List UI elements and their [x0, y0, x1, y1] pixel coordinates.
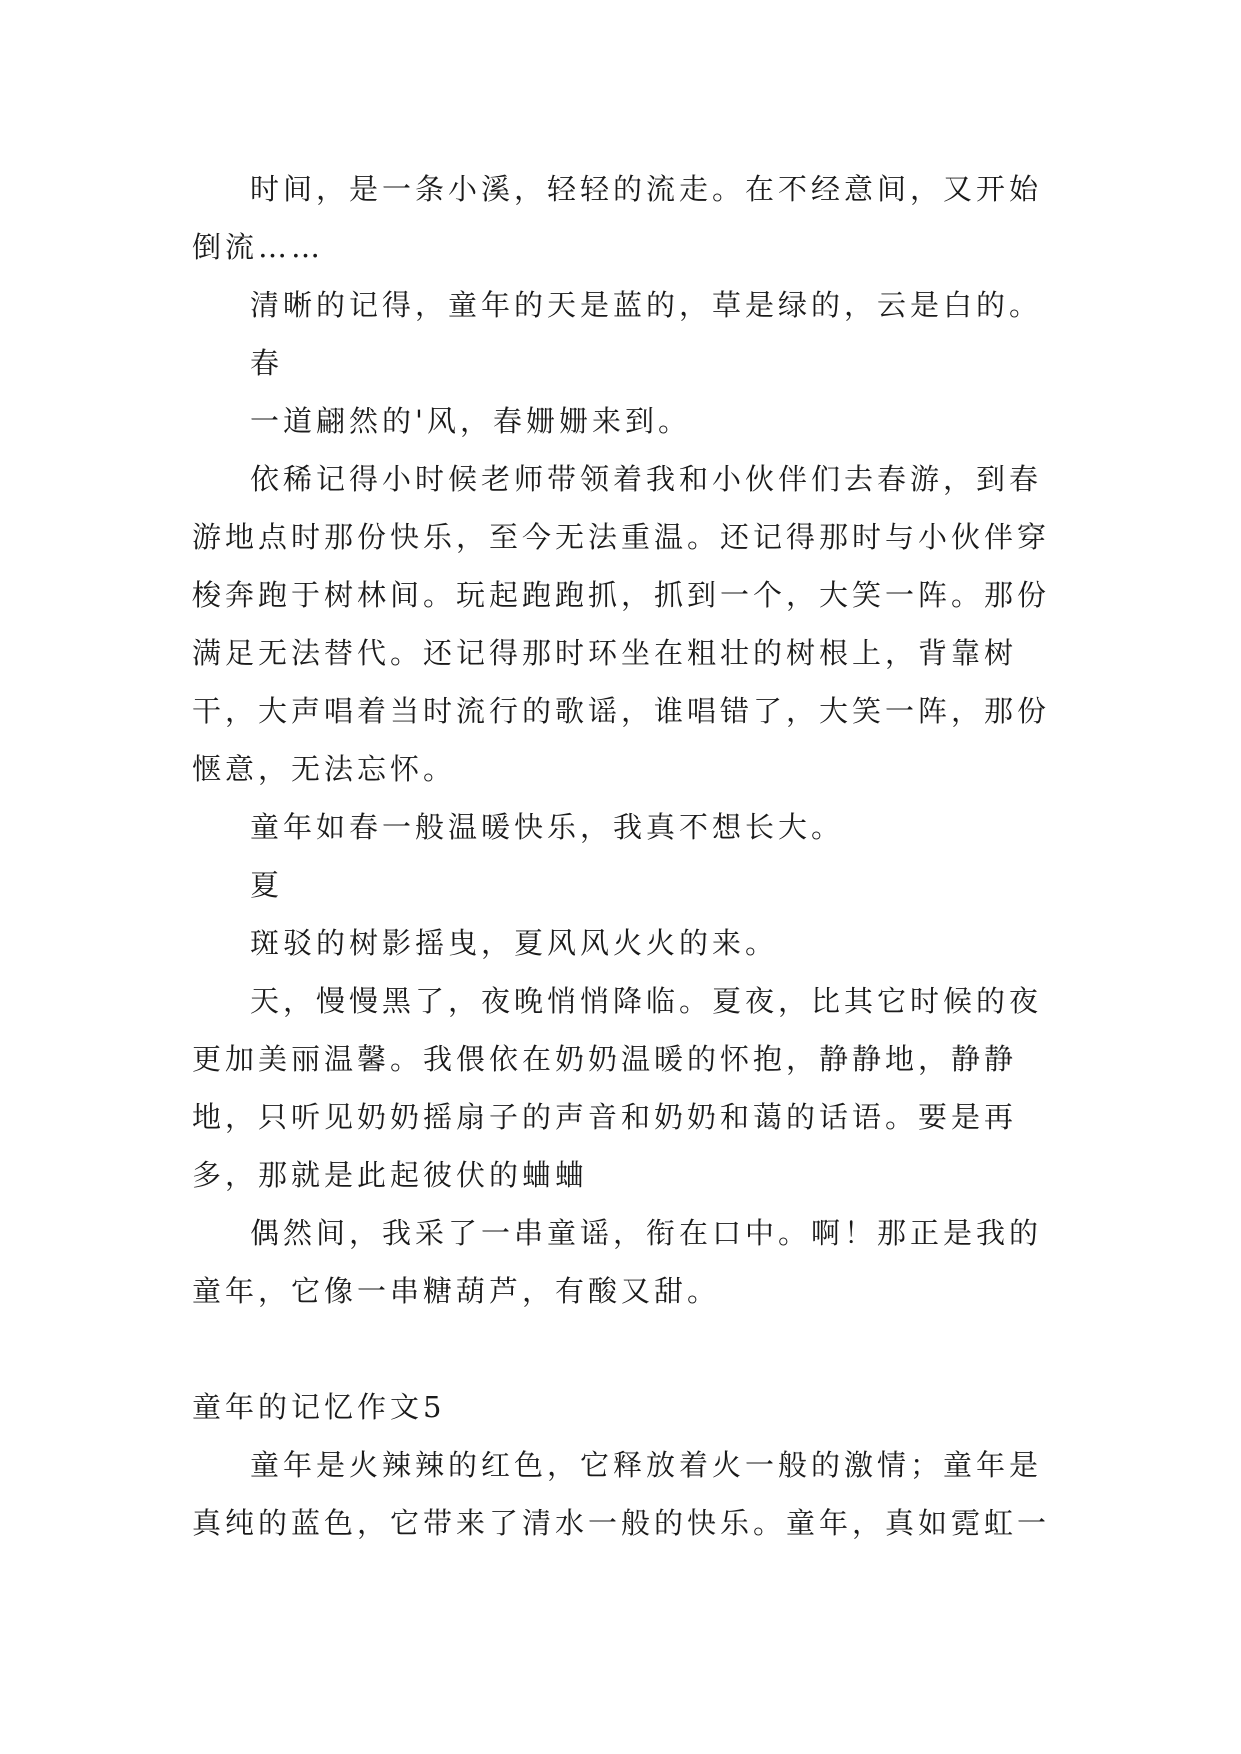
paragraph-spring-outing: 依稀记得小时候老师带领着我和小伙伴们去春游，到春游地点时那份快乐，至今无法重温。还记得那时与小伙伴穿梭奔跑于树林间。玩起跑跑抓，抓到一个，大笑一阵。那份满足无法替代。还记得那时环坐在粗壮的树根上，背靠树干，大声唱着当时流行的歌谣，谁唱错了，大笑一阵，那份惬意，无法忘怀。	[192, 462, 1051, 786]
season-heading-spring: 春	[250, 346, 284, 380]
section-gap	[192, 1320, 1052, 1378]
season-heading-summer: 夏	[250, 868, 284, 902]
paragraph-intro: 时间，是一条小溪，轻轻的流走。在不经意间，又开始倒流……	[192, 172, 1043, 264]
paragraph-nursery-rhyme: 偶然间，我采了一串童谣，衔在口中。啊！那正是我的童年，它像一串糖葫芦，有酸又甜。	[192, 1216, 1043, 1308]
document-body	[192, 160, 1052, 1552]
section-title: 童年的记忆作文5	[192, 1390, 446, 1424]
paragraph-summer-shade: 斑驳的树影摇曳，夏风风火火的来。	[250, 926, 779, 960]
paragraph-colors: 童年是火辣辣的红色，它释放着火一般的激情；童年是真纯的蓝色，它带来了清水一般的快乐。童年，真如霓虹一	[192, 1448, 1051, 1540]
paragraph-spring-wind: 一道翩然的'风，春姗姗来到。	[250, 404, 691, 438]
paragraph-spring-summary: 童年如春一般温暖快乐，我真不想长大。	[250, 810, 845, 844]
paragraph-memory: 清晰的记得，童年的天是蓝的，草是绿的，云是白的。	[250, 288, 1043, 322]
paragraph-summer-night: 天，慢慢黑了，夜晚悄悄降临。夏夜，比其它时候的夜更加美丽温馨。我偎依在奶奶温暖的怀抱，静静地，静静地，只听见奶奶摇扇子的声音和奶奶和蔼的话语。要是再多，那就是此起彼伏的蛐蛐	[192, 984, 1043, 1192]
